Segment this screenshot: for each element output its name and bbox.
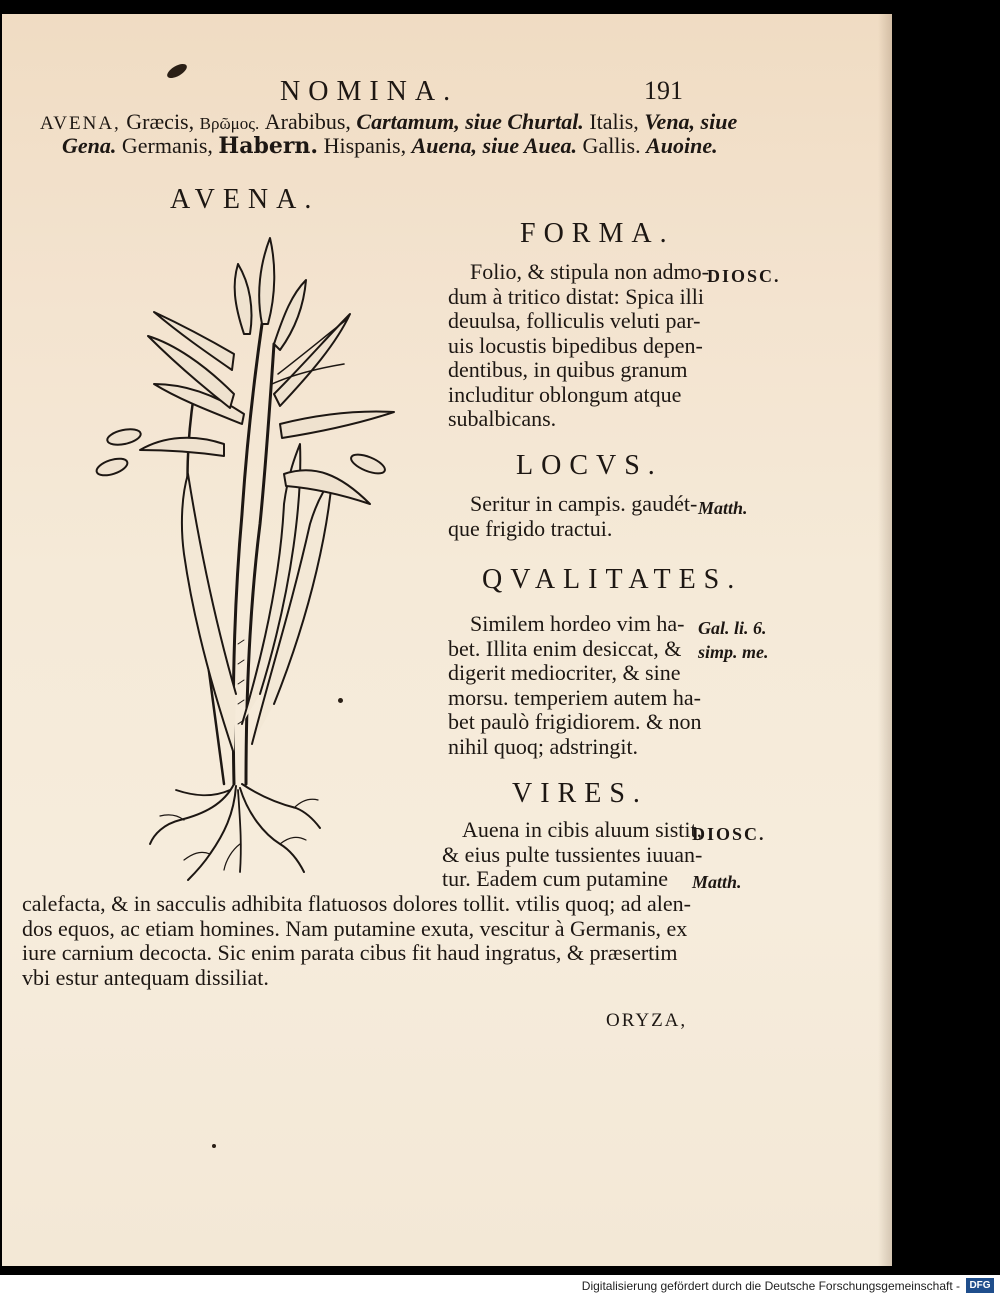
label-gallis: Gallis. [582,133,641,158]
label-graecis: Græcis, [126,109,195,134]
forma-line: uis locustis bipedibus depen- [448,332,703,358]
ink-speck [212,1144,216,1148]
heading-vires: VIRES. [512,778,648,809]
page-number: 191 [644,76,683,105]
ink-speck [338,698,343,703]
qualitates-line: digerit mediocriter, & sine [448,660,681,685]
german-name: Habern. [218,133,319,159]
margin-note-simp-med: simp. me. [698,642,769,662]
french-name: Auoine. [646,133,718,158]
vires-line: tur. Eadem cum putamine [442,866,669,891]
forma-line: subalbicans. [448,406,557,431]
vires-line: iure carnium decocta. Sic enim parata cibus fit haud ingratus, & præsertim [22,940,678,965]
locus-line: Seritur in campis. gaudét- [470,491,698,516]
arabic-name: Cartamum, siue Churtal. [356,109,584,134]
qualitates-line: bet. Illita enim desiccat, & [448,635,682,661]
qualitates-line: morsu. temperiem autem ha- [448,684,701,710]
names-line-2 [62,132,718,160]
margin-note-dioscorides: DIOSC. [707,266,781,286]
vires-text-narrow [442,818,702,892]
label-germanis: Germanis, [121,133,213,158]
dfg-logo: DFG [966,1278,994,1293]
qualitates-line: nihil quoq; adstringit. [448,733,639,759]
forma-line: dum à tritico distat: Spica illi [448,283,705,309]
forma-text [448,260,709,432]
forma-line: deuulsa, folliculis veluti par- [448,308,701,333]
vires-line: calefacta, & in sacculis adhibita flatuosos dolores tollit. vtilis quoq; ad alen- [22,891,691,916]
margin-note-matthiolus: Matth. [698,498,748,518]
margin-note-dioscorides-2: DIOSC. [692,824,766,844]
margin-note-matthiolus-2: Matth. [692,872,742,892]
heading-locus: LOCVS. [516,450,663,481]
italian-name: Vena, siue [644,109,738,134]
avena-woodcut-illustration [84,224,424,904]
book-page [2,14,892,1266]
qualitates-text [448,612,702,759]
ink-blot [165,61,189,81]
label-arabibus: Arabibus, [264,109,351,134]
forma-line: includitur oblongum atque [448,381,682,407]
greek-name: Βρῶμος. [199,114,260,133]
name-avena: AVENA, [40,113,121,134]
label-italis: Italis, [589,109,639,134]
margin-note-galen: Gal. li. 6. [698,618,767,638]
qualitates-line: bet paulò frigidiorem. & non [448,709,702,734]
figure-caption: AVENA. [170,184,320,215]
digitization-footer [0,1275,1000,1297]
heading-forma: FORMA. [520,218,675,249]
italian-name-cont: Gena. [62,133,117,158]
forma-line: Folio, & stipula non admo- [470,259,709,284]
label-hispanis: Hispanis, [323,133,407,158]
locus-text [448,492,697,541]
vires-text-full [22,892,691,990]
vires-line: Auena in cibis aluum sistit, [462,817,703,842]
vires-line: vbi estur antequam dissiliat. [22,964,269,990]
forma-line: dentibus, in quibus granum [448,357,688,382]
running-head: NOMINA. [280,76,459,107]
vires-line: & eius pulte tussientes iuuan- [442,841,703,867]
spanish-name: Auena, siue Auea. [411,133,578,158]
vires-line: dos equos, ac etiam homines. Nam putamine exuta, vescitur à Germanis, ex [22,915,688,941]
locus-line: que frigido tractui. [448,515,613,541]
heading-qualitates: QVALITATES. [482,564,743,595]
footer-credit: Digitalisierung gefördert durch die Deutsche Forschungsgemeinschaft - [581,1279,960,1293]
catchword: ORYZA, [606,1010,688,1031]
qualitates-line: Similem hordeo vim ha- [470,611,685,636]
